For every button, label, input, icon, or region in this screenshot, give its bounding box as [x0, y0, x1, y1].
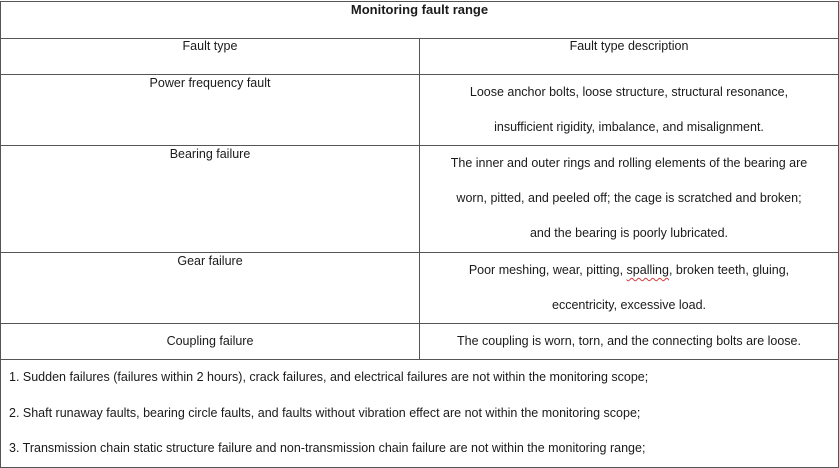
- description-line: insufficient rigidity, imbalance, and misalignment.: [494, 120, 764, 134]
- fault-description-cell: [420, 253, 839, 324]
- description-text: , broken teeth, gluing,: [668, 263, 790, 277]
- description-line: eccentricity, excessive load.: [552, 298, 706, 312]
- table-row: [1, 253, 839, 324]
- fault-type-cell: Bearing failure: [1, 146, 420, 253]
- header-fault-type: Fault type: [1, 39, 420, 75]
- notes-row: [1, 360, 839, 468]
- notes-cell: [1, 360, 839, 468]
- fault-type-cell: Power frequency fault: [1, 75, 420, 146]
- fault-description-cell: [420, 146, 839, 253]
- description-line: The coupling is worn, torn, and the connecting bolts are loose.: [457, 334, 801, 348]
- table-row: [1, 75, 839, 146]
- description-line: Loose anchor bolts, loose structure, structural resonance,: [469, 85, 789, 99]
- description-line: [428, 253, 830, 288]
- fault-description-cell: [420, 75, 839, 146]
- note-item: 3. Transmission chain static structure failure and non-transmission chain failure are not within the monitoring range;: [9, 441, 646, 455]
- table-row: [1, 146, 839, 253]
- description-line: and the bearing is poorly lubricated.: [529, 226, 729, 240]
- table-title: Monitoring fault range: [1, 2, 839, 39]
- table-row: [1, 324, 839, 360]
- table-title-row: [1, 2, 839, 39]
- table-header-row: [1, 39, 839, 75]
- description-line: The inner and outer rings and rolling elements of the bearing are: [450, 156, 808, 170]
- fault-description-cell: [420, 324, 839, 360]
- spellcheck-flagged-word[interactable]: spalling: [626, 263, 669, 277]
- fault-type-cell: Gear failure: [1, 253, 420, 324]
- description-text: Poor meshing, wear, pitting,: [468, 263, 627, 277]
- description-line: worn, pitted, and peeled off; the cage is scratched and broken;: [456, 191, 802, 205]
- note-item: 2. Shaft runaway faults, bearing circle faults, and faults without vibration effect are not within the monitoring scope;: [9, 405, 641, 420]
- header-fault-description: Fault type description: [420, 39, 839, 75]
- monitoring-fault-range-table: [0, 1, 839, 468]
- note-item: 1. Sudden failures (failures within 2 hours), crack failures, and electrical failures are not within the monitoring scope;: [9, 370, 649, 384]
- fault-type-cell: Coupling failure: [1, 324, 420, 360]
